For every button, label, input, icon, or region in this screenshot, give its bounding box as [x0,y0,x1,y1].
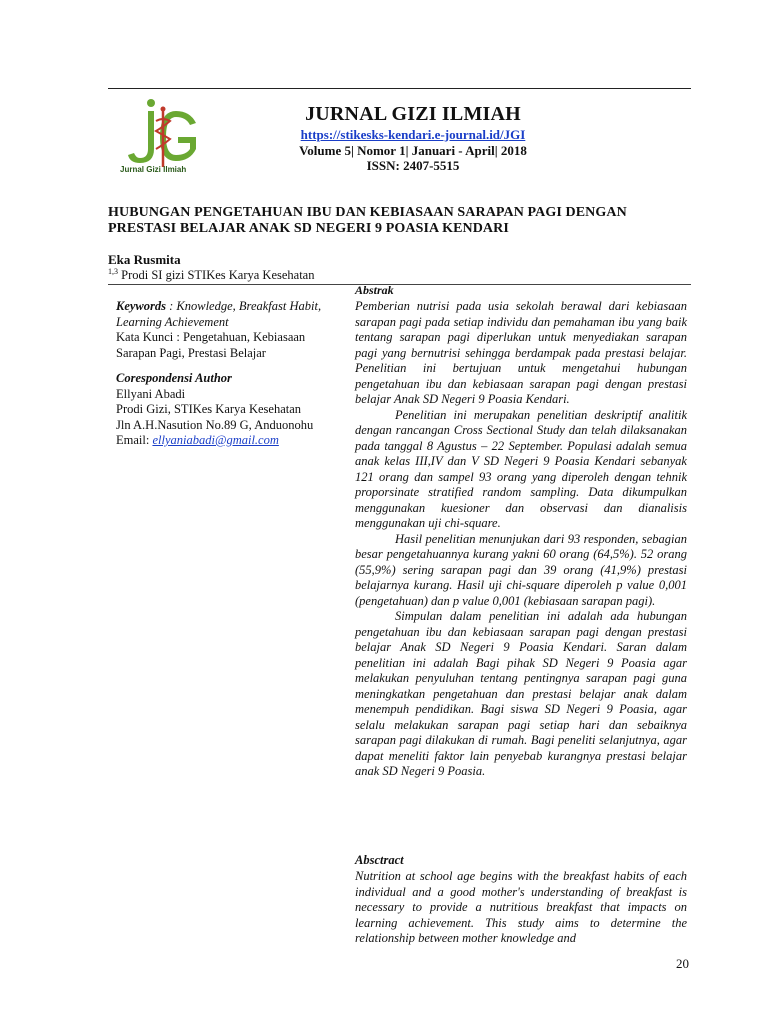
abstrak-heading: Abstrak [355,283,394,297]
correspondence-name: Ellyani Abadi [116,386,186,401]
kata-kunci: Kata Kunci : Pengetahuan, Kebiasaan Sarapan Pagi, Prestasi Belajar [116,330,306,360]
logo-caption: Jurnal Gizi Ilmiah [120,165,187,174]
header-rule [108,88,691,89]
abstract-en-heading: Absctract [355,853,404,867]
author-name: Eka Rusmita [108,252,181,267]
author-affiliation [108,267,314,283]
email-label: Email: [116,433,153,447]
section-rule [108,284,691,285]
page-number: 20 [676,956,689,971]
correspondence-address: Jln A.H.Nasution No.89 G, Anduonohu [116,417,314,432]
journal-issn: ISSN: 2407-5515 [366,158,460,173]
email-link[interactable]: ellyaniabadi@gmail.com [152,433,279,447]
email-line [116,433,338,449]
abstrak-paragraph-3: Hasil penelitian menunjukan dari 93 responden, sebagian besar pengetahuannya kurang yakni 60 orang (64,5%). 52 orang (55,9%) sering sarapan pagi dan 39 orang (41,9%) prestasi belajarnya kurang. Hasil uji chi-square diperoleh p value 0,001 (pengetahuan) dan p value 0,001 (kebiasaan sarapan pagi). [355,531,687,608]
keywords-label: Keywords [116,299,166,313]
abstrak-paragraph-1: Pemberian nutrisi pada usia sekolah berawal dari kebiasaan sarapan pagi pada setiap individu dan pemahaman ibu yang baik tentang sarapan pagi diperlukan untuk menyediakan sarapan pagi yang bernutrisi sehingga berdampak pada prestasi belajar. Penelitian ini bertujuan untuk mengetahui hubungan pengetahuan ibu dan kebiasaan sarapan pagi dengan prestasi belajar Anak SD Negeri 9 Poasia Kendari. [355,299,687,406]
abstract-en-body: Nutrition at school age begins with the breakfast habits of each individual and a good mother's understanding of breakfast is necessary to provide a nutritious breakfast that impacts on learning achievement. This study aims to determine the relationship between mother knowledge and [355,869,687,945]
journal-url-link[interactable]: https://stikesks-kendari.e-journal.id/JGI [300,127,526,142]
affiliation-sup: 1,3 [108,267,118,276]
keywords-block [116,299,338,330]
article-title: HUBUNGAN PENGETAHUAN IBU DAN KEBIASAAN SARAPAN PAGI DENGAN PRESTASI BELAJAR ANAK SD NEGERI 9 POASIA KENDARI [108,205,627,236]
correspondence-label: Corespondensi Author [116,371,232,385]
journal-volume: Volume 5| Nomor 1| Januari - April| 2018 [299,143,527,158]
keywords-text: : Knowledge, Breakfast Habit, Learning Achievement [116,299,322,329]
abstrak-body [355,299,687,780]
correspondence-institution: Prodi Gizi, STIKes Karya Kesehatan [116,402,302,416]
left-column [116,299,338,449]
journal-title: JURNAL GIZI ILMIAH [305,103,521,125]
abstrak-paragraph-2: Penelitian ini merupakan penelitian deskriptif analitik dengan rancangan Cross Sectional Study dan telah dilaksanakan pada tanggal 8 Agustus – 22 September. Populasi adalah semua anak kelas III,IV dan V SD Negeri 9 Poasia Kendari sebanyak 121 orang dan sampel 93 orang yang diperoleh dengan tehnik proporsinate stratified random sampling. Data dikumpulkan menggunakan kuesioner dan observasi dan dianalisis menggunakan uji chi-square. [355,407,687,530]
abstrak-paragraph-4: Simpulan dalam penelitian ini adalah ada hubungan pengetahuan ibu dan kebiasaan sarapan pagi dengan prestasi belajar Anak SD Negeri 9 Poasia Kendari. Saran dalam penelitian ini adalah Bagi pihak SD Negeri 9 Poasia agar melakukan penyuluhan tentang pentingnya sarapan pagi guna meningkatkan pengetahuan dan prestasi belajar anak dalam menempuh pendidikan. Bagi siswa SD Negeri 9 Poasia, agar selalu melakukan sarapan pagi setiap hari dan sebaiknya sarapan pagi dilakukan di rumah. Bagi peneliti selanjutnya, agar dapat meneliti faktor lain penyebab kurangnya prestasi belajar anak SD Negeri 9 Poasia. [355,609,687,778]
affiliation-text: Prodi SI gizi STIKes Karya Kesehatan [118,268,315,283]
